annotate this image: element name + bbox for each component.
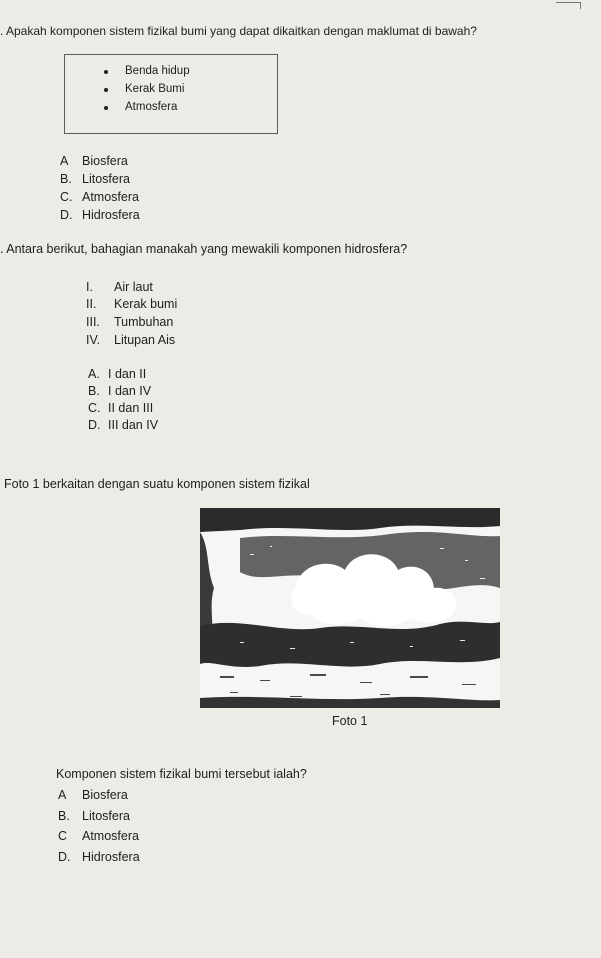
option-a[interactable]: A Biosfera — [58, 788, 128, 802]
option-c[interactable]: C. Atmosfera — [60, 190, 139, 204]
option-b[interactable]: B. Litosfera — [58, 809, 130, 823]
option-a[interactable]: A Biosfera — [60, 154, 128, 168]
option-d[interactable]: D. III dan IV — [88, 418, 159, 432]
info-box: Benda hidup Kerak Bumi Atmosfera — [64, 54, 278, 134]
clouds-photo-icon — [200, 508, 500, 708]
bullet-icon — [104, 106, 108, 110]
option-d[interactable]: D. Hidrosfera — [60, 208, 140, 222]
question-3-text: Komponen sistem fizikal bumi tersebut ialah? — [56, 767, 307, 781]
option-a[interactable]: A. I dan II — [88, 367, 147, 381]
option-c[interactable]: C Atmosfera — [58, 829, 139, 843]
option-c[interactable]: C. II dan III — [88, 401, 154, 415]
bullet-icon — [104, 70, 108, 74]
page-corner-mark — [556, 2, 581, 9]
question-3-intro: Foto 1 berkaitan dengan suatu komponen sistem fizikal — [4, 477, 310, 491]
bullet-icon — [104, 88, 108, 92]
photo-caption: Foto 1 — [332, 714, 368, 728]
option-b[interactable]: B. I dan IV — [88, 384, 152, 398]
option-b[interactable]: B. Litosfera — [60, 172, 130, 186]
question-1-text: . Apakah komponen sistem fizikal bumi yang dapat dikaitkan dengan maklumat di bawah? — [0, 24, 477, 38]
photo-1-image — [200, 508, 500, 708]
option-d[interactable]: D. Hidrosfera — [58, 850, 140, 864]
question-2-text: . Antara berikut, bahagian manakah yang mewakili komponen hidrosfera? — [0, 242, 408, 256]
